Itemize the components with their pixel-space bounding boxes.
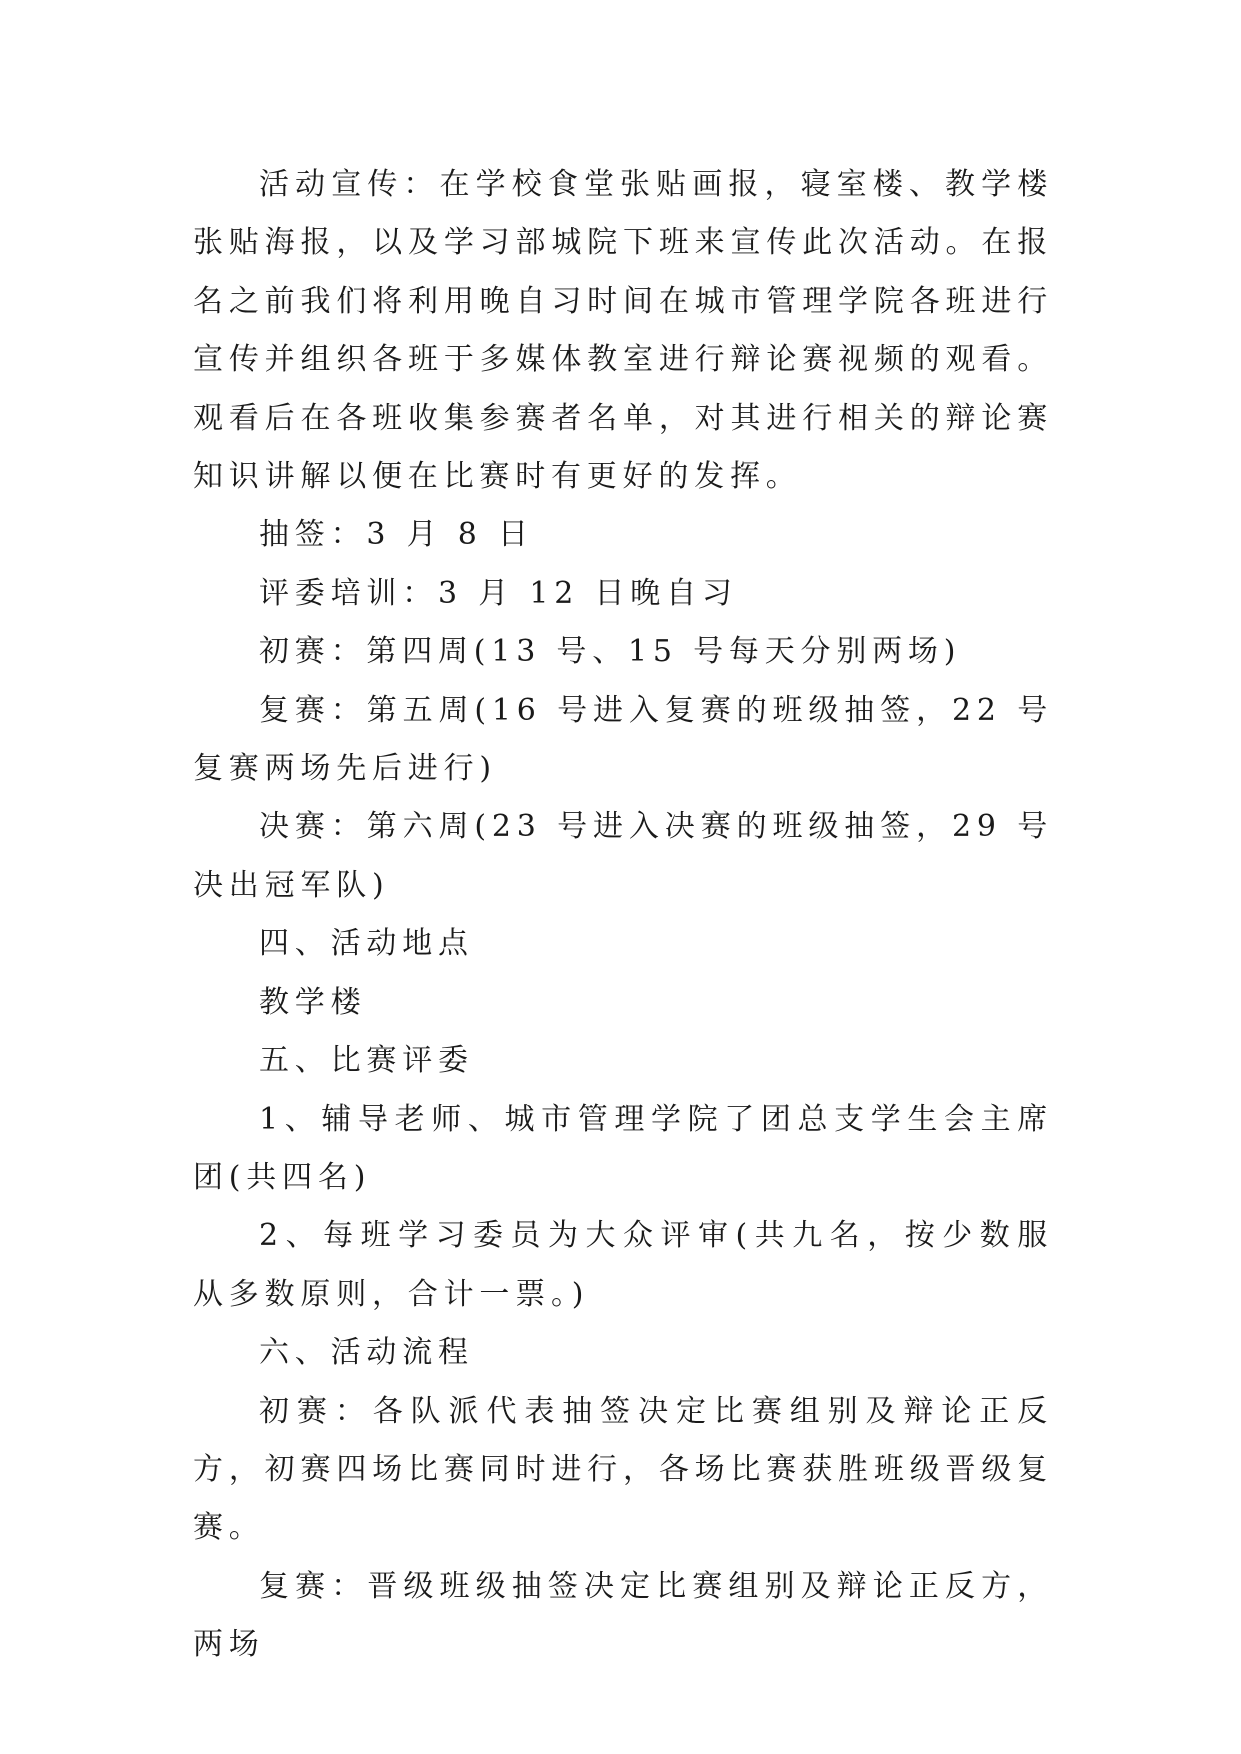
paragraph-semifinal-schedule: 复赛：第五周(16 号进入复赛的班级抽签，22 号复赛两场先后进行)	[193, 692, 1053, 787]
paragraph-judges-2: 2、每班学习委员为大众评审(共九名，按少数服从多数原则，合计一票。)	[193, 1218, 1053, 1312]
paragraph-venue: 教学楼	[259, 984, 367, 1020]
section-heading-venue: 四、活动地点	[259, 926, 474, 962]
paragraph-process-semifinal: 复赛：晋级班级抽签决定比赛组别及辩论正反方，两场	[193, 1568, 1053, 1663]
paragraph-judges-1: 1、辅导老师、城市管理学院了团总支学生会主席团(共四名)	[193, 1101, 1053, 1195]
paragraph-final-schedule: 决赛：第六周(23 号进入决赛的班级抽签，29 号决出冠军队)	[193, 809, 1053, 903]
paragraph-preliminary-schedule: 初赛：第四周(13 号、15 号每天分别两场)	[259, 634, 962, 670]
paragraph-draw-date: 抽签：3 月 8 日	[259, 517, 534, 553]
paragraph-publicity: 活动宣传：在学校食堂张贴画报，寝室楼、教学楼张贴海报，以及学习部城院下班来宣传此次活动。在报名之前我们将利用晚自习时间在城市管理学院各班进行宣传并组织各班于多媒体教室进行辩论赛视频的观看。观看后在各班收集参赛者名单，对其进行相关的辩论赛知识讲解以便在比赛时有更好的发挥。	[193, 167, 1053, 495]
section-heading-judges: 五、比赛评委	[259, 1043, 474, 1079]
document-body	[193, 156, 1053, 1675]
section-heading-process: 六、活动流程	[259, 1335, 474, 1371]
paragraph-judge-training: 评委培训：3 月 12 日晚自习	[259, 575, 738, 611]
paragraph-process-preliminary: 初赛：各队派代表抽签决定比赛组别及辩论正反方，初赛四场比赛同时进行，各场比赛获胜班级晋级复赛。	[193, 1393, 1053, 1546]
